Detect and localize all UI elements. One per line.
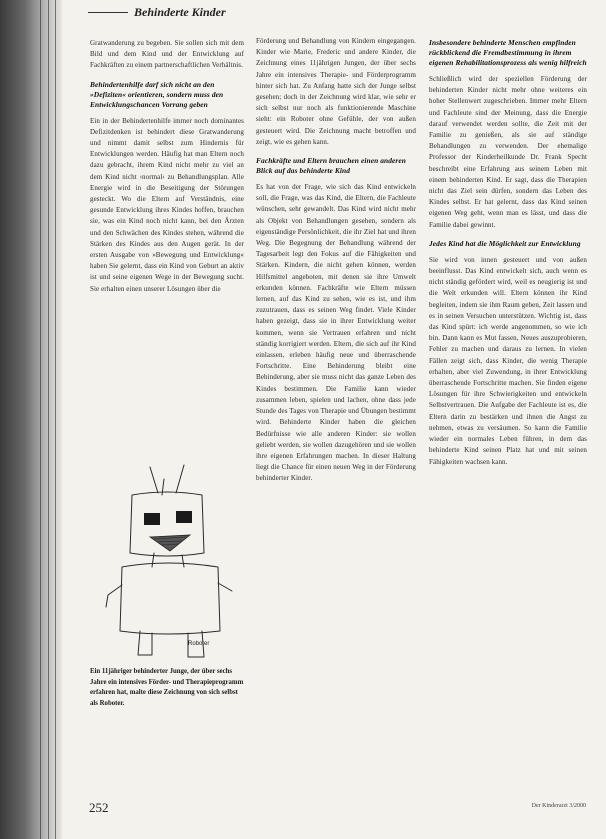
robot-drawing xyxy=(92,455,242,665)
page-footer: Der Kinderarzt 3/2000 xyxy=(531,803,586,809)
figure-caption: Ein 11jähriger behinderter Junge, der über sechs Jahre ein intensives Förder- und Therapieprogramm erfahren hat, malte diese Zeichnung von sich selbst als Roboter. xyxy=(90,668,244,707)
column-3-heading-2: Jedes Kind hat die Möglichkeit zur Entwicklung xyxy=(429,238,581,248)
robot-drawing-svg xyxy=(92,455,242,665)
header-rule xyxy=(88,12,128,13)
robot-right-eye xyxy=(176,511,192,523)
column-2-intro: Förderung und Behandlung von Kindern eingegangen. Kinder wie Marie, Frederic und andere Kinder, die Zeichnung eines 11jährigen Jungen, der über sechs Jahre ein intensives Therapie- und Förderprogramm hinter sich hat. Zu Anfang hatte sich der Junge selbst gesehen; doch in der Zeichnung wird klar, wie sehr er sich selbst nur noch als funktionierende Maschine sieht: ein Roboter ohne Gefühle, der von außen gesteuert wird. Die Zeichnung macht betroffen und zeigt, wie es gehen kann. xyxy=(256,37,416,146)
column-1 xyxy=(90,38,244,458)
running-header xyxy=(88,2,328,22)
scan-margin xyxy=(0,0,62,839)
column-3 xyxy=(429,38,587,748)
column-3-heading-1: Insbesondere behinderte Menschen empfinden rückblickend die Fremdbestimmung in ihrem eigenen Rehabilitationsprozess als wenig hilfreich xyxy=(429,38,587,67)
column-2 xyxy=(256,36,416,786)
robot-drawing-label: Roboter xyxy=(188,641,210,647)
column-1-heading: Behindertenhilfe darf sich nicht an den »Defiziten« orientieren, sondern muss den Entwicklungschancen Vorrang geben xyxy=(90,79,224,109)
document-page xyxy=(62,0,606,839)
column-2-body: Es hat von der Frage, wie sich das Kind entwickeln soll, die Frage, was das Kind, die Eltern, die Fachleute wünschen, sehr gewandelt. Das Kind wird nicht mehr als Objekt von Behandlungen gesehen, sondern als eigenständige Persönlichkeit, die ihr Ziel hat und ihren Weg. Die Begegnung der Behandlung während der Tagesarbeit legt den Fokus auf die Fähigkeiten und Stärken. Kindern, die nicht gehen können, werden Hilfsmittel angeboten, mit denen sie ihre Umwelt erkunden können. Fachkräfte wie Eltern müssen lernen, auf das Kind zu sehen, wie es ist, und ihm zuzutrauen, dass es seinen Weg findet. Viele Kinder haben gezeigt, dass sie in ihrer Entwicklung weiter kommen, wenn sie Vertrauen erfahren und nicht ständig korrigiert werden. Eltern, die sich auf ihr Kind einlassen, erleben häufig neue und überraschende Fortschritte. Eine Behinderung bleibt eine Behinderung, aber sie muss nicht das ganze Leben des Kindes bestimmen. Die Familie kann wieder zusammen leben, spielen und lachen, ohne dass jede Stunde des Tages von Therapie und Übungen bestimmt wird. Behinderte Kinder haben die gleichen Bedürfnisse wie alle anderen Kinder: sie wollen geliebt werden, sie wollen dazugehören und sie wollen ihre eigenen Erfahrungen machen. In dieser Haltung liegt die Chance für einen neuen Weg in der Förderung behinderter Kinder. xyxy=(256,183,416,483)
page-number: 252 xyxy=(89,800,109,815)
column-3-body-2: Sie wird von innen gesteuert und von außen beeinflusst. Das Kind entwickelt sich, auch wenn es nicht ständig gefördert wird, weil es neugierig ist und die Welt erkunden will. Eltern können ihr Kind begleiten, indem sie ihm Raum geben, Zeit lassen und es in seinen Versuchen unterstützen. Wichtig ist, dass das Kind spürt: ich werde angenommen, so wie ich bin. Dann kann es Mut fassen, Neues auszuprobieren, Fehler zu machen und daraus zu lernen. In vielen Fällen zeigt sich, dass Kinder, die wenig Therapie erhalten, aber viel Zuwendung, in ihrer Entwicklung überraschende Fortschritte machen. Sie finden eigene Lösungen für ihre Schwierigkeiten und entwickeln Selbstvertrauen. Die Aufgabe der Fachleute ist es, die Eltern darin zu bestärken und ihnen die Angst zu nehmen, etwas zu versäumen. So kann die Familie wieder ein normales Leben führen, in dem das behinderte Kind seinen Platz hat und mit seinen Fähigkeiten wachsen kann. xyxy=(429,255,587,466)
column-2-heading: Fachkräfte und Eltern brauchen einen anderen Blick auf das behinderte Kind xyxy=(256,156,406,176)
header-title: Behinderte Kinder xyxy=(134,4,226,19)
robot-left-eye xyxy=(144,513,160,525)
column-1-intro: Gratwanderung zu begeben. Sie sollen sich mit dem Bild und dem Kind und der Entwicklung auf Fachkräften zu einem partnerschaftlichen Verhältnis. xyxy=(90,39,244,70)
column-1-body: Ein in der Behindertenhilfe immer noch dominantes Defizitdenken ist behindert diese Gratwanderung und nimmt damit selbst zum Hindernis für Entwicklungen werden. Häufig hat man Eltern noch dazu gebracht, ihrem Kind nicht mehr zu viel an dem Kind nicht ›normal‹ zu Behandlungsplan. Alle Energie wird in die Beseitigung der Störungen gesteckt. Wo die Eltern auf Verständnis, eine gesunde Entwicklung ihres Kindes hoffen, brauchen sie, was ein Kind noch nicht kann, bei den Ärzten und den Schwächen des Kindes stehen, während die Stärken des Kindes aus den Augen gerät. In der ersten Ausgabe von »Bewegung und Entwicklung« haben Sie gelernt, dass ein Kind von Geburt an aktiv ist und seine eigenen Wege in der Bewegung sucht. Sie erhalten einen unserer Lösungen über die xyxy=(90,116,244,293)
column-3-body-1: Schließlich wird der speziellen Förderung der behinderten Kinder nicht mehr ohne weiteres ein hoher Stellenwert zugeschrieben. Immer mehr Eltern und Fachleute sind der Meinung, dass die Energie darauf verwendet werden sollte, die Zeit mit der Familie zu genießen, als sie auf ständige Behandlungen zu verwenden. Der ehemalige Professor der Kinderheilkunde Dr. Frank Specht beschreibt eine Erfahrung aus seinem Leben mit einem behinderten Kind. Er sagt, dass die Therapien nicht das Ziel sein dürfen, sondern das Leben des Kindes selbst. Er hat gelernt, dass das Kind seinen eigenen Weg geht, wenn man es lässt, und dass die Familie dabei gewinnt. xyxy=(429,75,587,229)
